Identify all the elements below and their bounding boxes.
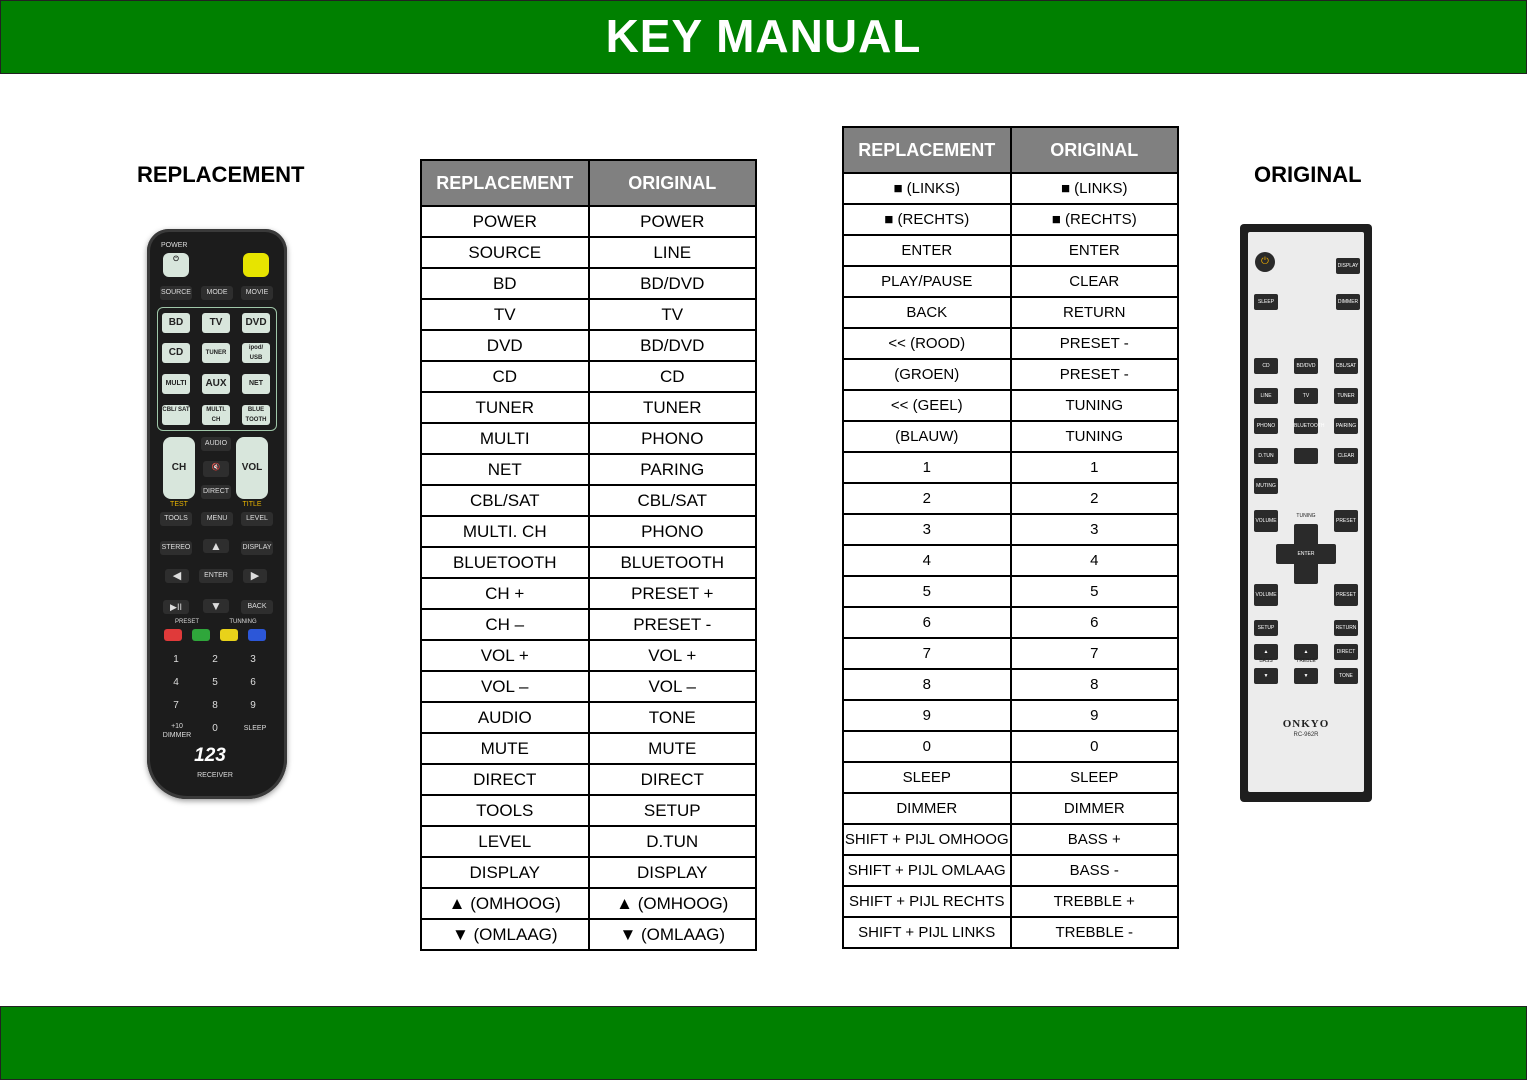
sleep-button: SLEEP [243,725,267,732]
table-row [843,297,1178,328]
power-label: POWER [161,242,188,249]
replacement-key-cell: BD [421,268,589,299]
table-row [421,578,756,609]
replacement-key-cell: 5 [843,576,1011,607]
original-key-cell: BASS - [1011,855,1179,886]
menu-button: MENU [201,512,233,526]
original-key-cell: PRESET - [1011,328,1179,359]
original-key-cell: RETURN [1011,297,1179,328]
replacement-key-cell: 9 [843,700,1011,731]
replacement-key-cell: DIRECT [421,764,589,795]
back-button: BACK [241,600,273,614]
title-label: TITLE [242,501,262,508]
replacement-key-cell: 2 [843,483,1011,514]
original-key-cell: 4 [1011,545,1179,576]
ch-rocker: CH [163,437,195,499]
receiver-label: RECEIVER [197,772,233,779]
original-key-cell: VOL + [589,640,757,671]
original-key-cell: 6 [1011,607,1179,638]
display-button: DISPLAY [1336,258,1360,274]
table-row [843,855,1178,886]
replacement-key-cell: << (ROOD) [843,328,1011,359]
replacement-key-cell: TUNER [421,392,589,423]
blue-button [248,629,266,641]
replacement-key-cell: CH – [421,609,589,640]
multi-button: MULTI [162,374,190,394]
replacement-remote-image [147,229,287,799]
table-row [421,733,756,764]
bass-up-button: ▲ [1254,644,1278,660]
multich-button: MULTI. CH [202,405,230,425]
table-row [843,421,1178,452]
original-key-cell: ■ (LINKS) [1011,173,1179,204]
table-row [843,359,1178,390]
table-row [843,824,1178,855]
replacement-key-cell: TV [421,299,589,330]
table-row [421,857,756,888]
original-key-cell: SLEEP [1011,762,1179,793]
original-key-cell: 8 [1011,669,1179,700]
table-row [421,609,756,640]
original-key-cell: ■ (RECHTS) [1011,204,1179,235]
page-title: KEY MANUAL [605,10,922,62]
table-row [421,702,756,733]
replacement-key-cell: POWER [421,206,589,237]
original-key-cell: TREBBLE - [1011,917,1179,948]
table-row [421,485,756,516]
replacement-key-cell: << (GEEL) [843,390,1011,421]
preset-label: PRESET [174,619,199,625]
level-button: LEVEL [241,512,273,526]
table-row [421,826,756,857]
replacement-key-cell: 7 [843,638,1011,669]
tone-button: TONE [1334,668,1358,684]
table-row [843,545,1178,576]
original-key-cell: D.TUN [589,826,757,857]
original-key-cell: CD [589,361,757,392]
original-key-cell: PRESET - [589,609,757,640]
replacement-key-cell: SLEEP [843,762,1011,793]
replacement-key-cell: DVD [421,330,589,361]
yellow-button [220,629,238,641]
table-row [843,204,1178,235]
col-header-replacement: REPLACEMENT [421,160,589,206]
brand-logo: 123 [194,745,226,766]
vol-rocker: VOL [236,437,268,499]
mode-button: MODE [201,286,233,300]
bluetooth-button: BLUETOOTH [1294,418,1318,434]
dvd-button: DVD [242,313,270,333]
tv-button: TV [202,313,230,333]
original-key-cell: VOL – [589,671,757,702]
table-row [843,390,1178,421]
replacement-key-cell: ENTER [843,235,1011,266]
num-2: 2 [212,654,218,665]
replacement-key-cell: MULTI. CH [421,516,589,547]
bass-label: BASS [1259,658,1273,664]
replacement-key-cell: SHIFT + PIJL RECHTS [843,886,1011,917]
num-3: 3 [250,654,256,665]
replacement-key-cell: PLAY/PAUSE [843,266,1011,297]
original-key-cell: PHONO [589,516,757,547]
direct-button: DIRECT [1334,644,1358,660]
table-row [421,206,756,237]
pairing-button: PAIRING [1334,418,1358,434]
replacement-key-cell: 3 [843,514,1011,545]
table-row [421,547,756,578]
return-button: RETURN [1334,620,1358,636]
replacement-key-cell: NET [421,454,589,485]
replacement-key-cell: ▲ (OMHOOG) [421,888,589,919]
muting-button: MUTING [1254,478,1278,494]
num-7: 7 [173,700,179,711]
replacement-key-cell: VOL – [421,671,589,702]
original-key-cell: CLEAR [1011,266,1179,297]
table-row [843,266,1178,297]
replacement-key-cell: ▼ (OMLAAG) [421,919,589,950]
treble-label: TREBLE [1296,658,1316,664]
original-key-cell: 7 [1011,638,1179,669]
table-row [843,452,1178,483]
original-key-cell: POWER [589,206,757,237]
table-row [843,886,1178,917]
replacement-key-cell: ■ (LINKS) [843,173,1011,204]
original-key-cell: TV [589,299,757,330]
shift-button [243,253,269,277]
table-row [421,268,756,299]
test-label: TEST [170,501,188,508]
original-key-cell: PRESET + [589,578,757,609]
original-key-cell: PRESET - [1011,359,1179,390]
replacement-key-cell: MUTE [421,733,589,764]
table-row [843,731,1178,762]
replacement-key-cell: BACK [843,297,1011,328]
replacement-key-cell: DIMMER [843,793,1011,824]
original-key-cell: 0 [1011,731,1179,762]
replacement-key-cell: SHIFT + PIJL OMLAAG [843,855,1011,886]
table-row [843,576,1178,607]
col-header-original: ORIGINAL [1011,127,1179,173]
original-key-cell: PHONO [589,423,757,454]
net-button: NET [242,374,270,394]
treble-up-button: ▲ [1294,644,1318,660]
original-key-cell: PARING [589,454,757,485]
table-row [843,638,1178,669]
original-key-cell: 2 [1011,483,1179,514]
replacement-key-cell: SHIFT + PIJL OMHOOG [843,824,1011,855]
tuning-label: TUNING [1296,513,1316,519]
original-key-cell: MUTE [589,733,757,764]
replacement-label: REPLACEMENT [137,162,305,187]
tuner-button: TUNER [1334,388,1358,404]
original-key-cell: CBL/SAT [589,485,757,516]
original-remote-image [1240,224,1372,802]
cblsat-button: CBL/SAT [1334,358,1358,374]
original-key-cell: ▲ (OMHOOG) [589,888,757,919]
tools-button: TOOLS [160,512,192,526]
dtun-button: D.TUN [1254,448,1278,464]
green-button [192,629,210,641]
table-row [843,514,1178,545]
volume-up-button: VOLUME [1254,510,1278,532]
num-0-button [1294,448,1318,464]
footer-bar [0,1006,1527,1080]
table-row [421,888,756,919]
replacement-key-cell: AUDIO [421,702,589,733]
replacement-key-cell: MULTI [421,423,589,454]
cd-button: CD [162,343,190,363]
num-1: 1 [173,654,179,665]
replacement-key-cell: CD [421,361,589,392]
remote-panel [1248,232,1364,792]
replacement-key-cell: DISPLAY [421,857,589,888]
tuner-button: TUNER [202,343,230,363]
replacement-key-cell: 4 [843,545,1011,576]
original-key-cell: TONE [589,702,757,733]
volume-down-button: VOLUME [1254,584,1278,606]
replacement-key-cell: 0 [843,731,1011,762]
original-key-cell: BD/DVD [589,330,757,361]
bluetooth-button: BLUE TOOTH [242,405,270,425]
original-label: ORIGINAL [1254,162,1362,187]
table-row [843,483,1178,514]
mute-icon: 🔇 [203,461,229,477]
replacement-key-cell: TOOLS [421,795,589,826]
red-button [164,629,182,641]
aux-button: AUX [202,374,230,394]
table-row [843,917,1178,948]
table-row [421,454,756,485]
table-row [421,671,756,702]
table-row [421,392,756,423]
replacement-key-cell: (GROEN) [843,359,1011,390]
num-0: 0 [212,723,218,734]
original-key-cell: TREBBLE + [1011,886,1179,917]
table-row [843,700,1178,731]
original-key-cell: ENTER [1011,235,1179,266]
arrow-down-icon: ▼ [203,599,229,613]
replacement-key-cell: CBL/SAT [421,485,589,516]
table-row [843,669,1178,700]
table-row [843,762,1178,793]
table-row [843,173,1178,204]
display-button: DISPLAY [241,541,273,555]
dimmer-button: DIMMER [1336,294,1360,310]
original-key-cell: TUNING [1011,421,1179,452]
arrow-up-icon: ▲ [203,539,229,553]
key-mapping-table-1 [420,159,757,951]
tunning-label: TUNNING [229,619,257,625]
direct-button: DIRECT [201,485,231,499]
table-row [843,235,1178,266]
original-key-cell: BLUETOOTH [589,547,757,578]
play-pause-icon: ▶II [163,600,189,614]
col-header-replacement: REPLACEMENT [843,127,1011,173]
replacement-key-cell: CH + [421,578,589,609]
replacement-key-cell: (BLAUW) [843,421,1011,452]
table-row [843,607,1178,638]
table-row [421,764,756,795]
replacement-key-cell: ■ (RECHTS) [843,204,1011,235]
treble-down-button: ▼ [1294,668,1318,684]
num-8: 8 [212,700,218,711]
bd-button: BD [162,313,190,333]
stereo-button: STEREO [160,541,192,555]
original-key-cell: 3 [1011,514,1179,545]
arrow-left-icon: ◀ [165,569,189,583]
original-key-cell: LINE [589,237,757,268]
replacement-key-cell: LEVEL [421,826,589,857]
key-mapping-table-2 [842,126,1179,949]
brand-logo: ONKYO [1282,718,1330,730]
cbl-button: CBL/ SAT [162,405,190,425]
original-key-cell: ▼ (OMLAAG) [589,919,757,950]
preset-up-button: PRESET [1334,510,1358,532]
plus10-button: +10 DIMMER [162,723,192,739]
table-row [421,237,756,268]
arrow-right-icon: ▶ [243,569,267,583]
line-button: LINE [1254,388,1278,404]
original-key-cell: SETUP [589,795,757,826]
original-key-cell: DIRECT [589,764,757,795]
audio-button: AUDIO [201,437,231,451]
table-row [421,919,756,950]
enter-button: ENTER [1276,544,1336,564]
clear-button: CLEAR [1334,448,1358,464]
col-header-original: ORIGINAL [589,160,757,206]
power-icon: ⏻ [1255,252,1275,272]
source-button: SOURCE [160,286,192,300]
original-key-cell: TUNER [589,392,757,423]
original-key-cell: 5 [1011,576,1179,607]
preset-down-button: PRESET [1334,584,1358,606]
num-5: 5 [212,677,218,688]
num-9: 9 [250,700,256,711]
original-key-cell: 9 [1011,700,1179,731]
header-bar [0,0,1527,74]
replacement-key-cell: BLUETOOTH [421,547,589,578]
replacement-key-cell: 8 [843,669,1011,700]
original-key-cell: TUNING [1011,390,1179,421]
table-row [421,330,756,361]
num-4: 4 [173,677,179,688]
original-key-cell: BASS + [1011,824,1179,855]
table-row [843,328,1178,359]
model-label: RC-962R [1293,732,1319,738]
sleep-button: SLEEP [1254,294,1278,310]
replacement-key-cell: 1 [843,452,1011,483]
replacement-key-cell: 6 [843,607,1011,638]
replacement-key-cell: VOL + [421,640,589,671]
table-row [421,423,756,454]
phono-button: PHONO [1254,418,1278,434]
original-key-cell: 1 [1011,452,1179,483]
table-row [421,361,756,392]
movie-button: MOVIE [241,286,273,300]
num-6: 6 [250,677,256,688]
power-icon: ⏻ [163,253,189,277]
table-row [421,795,756,826]
ipod-button: ipod/ USB [242,343,270,363]
table-row [421,299,756,330]
original-key-cell: DISPLAY [589,857,757,888]
setup-button: SETUP [1254,620,1278,636]
enter-button: ENTER [199,569,233,583]
bass-down-button: ▼ [1254,668,1278,684]
table-row [843,793,1178,824]
original-key-cell: DIMMER [1011,793,1179,824]
bddvd-button: BD/DVD [1294,358,1318,374]
table-row [421,516,756,547]
replacement-key-cell: SOURCE [421,237,589,268]
table-row [421,640,756,671]
tv-button: TV [1294,388,1318,404]
replacement-key-cell: SHIFT + PIJL LINKS [843,917,1011,948]
original-key-cell: BD/DVD [589,268,757,299]
cd-button: CD [1254,358,1278,374]
